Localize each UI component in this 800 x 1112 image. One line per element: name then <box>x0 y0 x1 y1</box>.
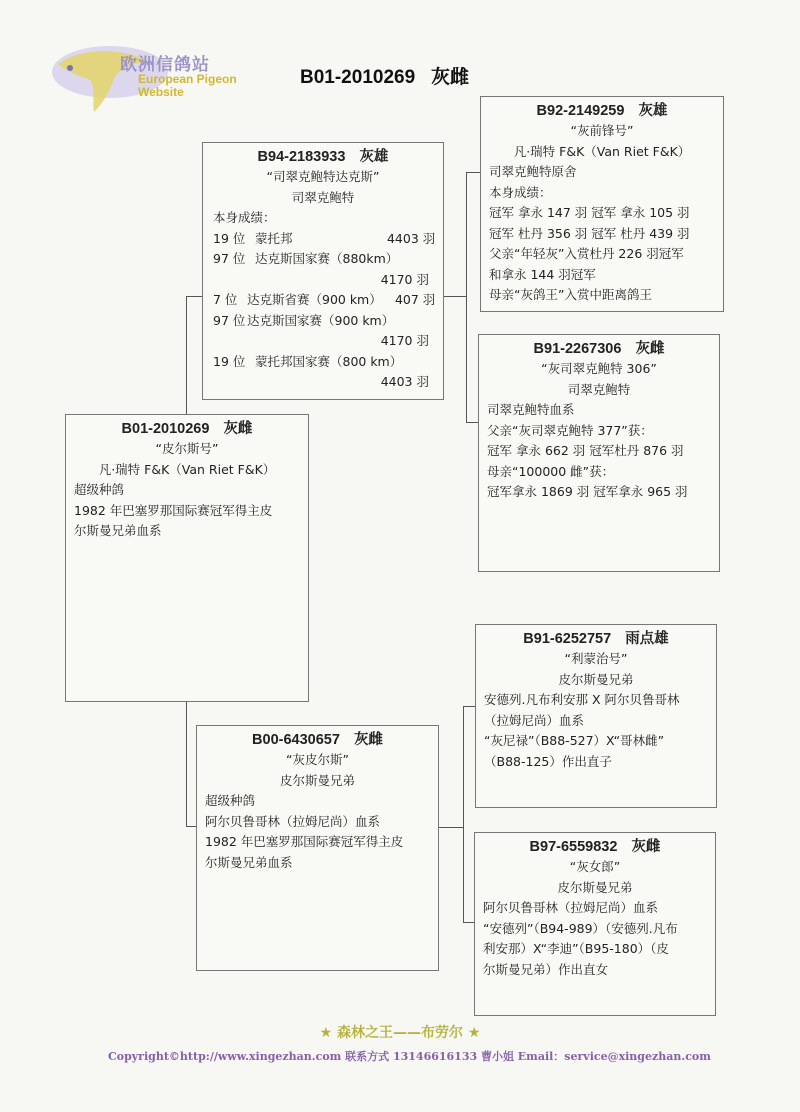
connector-dam-out <box>439 827 463 828</box>
dam-box <box>196 725 439 971</box>
connector-sire-horizontal <box>186 296 202 297</box>
dam-line: 阿尔贝鲁哥林（拉姆尼尚）血系 <box>205 813 381 829</box>
dam-sire-box <box>475 624 717 808</box>
title-ring: B01-2010269 <box>300 67 416 88</box>
dam-sire-name: “利蒙治号” <box>564 651 628 666</box>
dam-line: 1982 年巴塞罗那国际赛冠军得主皮 <box>205 834 404 849</box>
dam-dam-ring: B97-6559832 <box>529 839 618 855</box>
sire-color: 灰雄 <box>359 149 389 165</box>
sire-result-row: 19 位 蒙托邦 4403 羽 <box>213 230 436 246</box>
sire-sire-line: 母亲“灰鸽王”入赏中距离鸽王 <box>489 287 652 302</box>
sire-sire-color: 灰雄 <box>638 103 668 119</box>
connector-dam-dam <box>463 922 474 923</box>
sire-sire-header <box>489 101 715 121</box>
dam-dam-line: “安德列”（B94-989）（安德列.凡布 <box>483 920 678 936</box>
sire-result-count: 4170 羽 <box>380 333 429 348</box>
sire-breeder: 司翠克鲍特 <box>291 189 355 205</box>
subject-header <box>74 419 300 439</box>
subject-color: 灰雌 <box>223 421 253 437</box>
connector-sire-out <box>444 296 466 297</box>
sire-sire-line: 司翠克鲍特原舍 <box>489 164 577 179</box>
dam-sire-color: 雨点雄 <box>625 631 669 647</box>
connector-sire-vertical <box>186 296 187 414</box>
connector-dam-horizontal <box>186 826 196 827</box>
dam-line: 超级种鸽 <box>205 793 256 808</box>
sire-dam-line: 冠军 拿永 662 羽 冠军杜丹 876 羽 <box>487 443 684 458</box>
sire-box <box>202 142 444 400</box>
sire-dam-line: 冠军拿永 1869 羽 冠军拿永 965 羽 <box>487 484 688 499</box>
dam-sire-line: 安德列.凡布利安那 X 阿尔贝鲁哥林 <box>484 692 680 707</box>
sire-sire-name: “灰前锋号” <box>570 123 634 138</box>
sire-header <box>213 147 433 167</box>
logo-english-line2: Website <box>138 85 184 99</box>
dam-dam-breeder: 皮尔斯曼兄弟 <box>557 879 633 895</box>
subject-owner: 凡·瑞特 F&K（Van Riet F&K） <box>98 461 276 477</box>
title-color: 灰雌 <box>431 67 470 88</box>
subject-name: “皮尔斯号” <box>155 441 219 456</box>
logo-english-line1: European Pigeon <box>138 72 237 86</box>
dam-dam-color: 灰雌 <box>631 839 661 855</box>
sire-results-label: 本身成绩： <box>213 210 276 225</box>
dam-dam-line: 利安那）X“李迪”（B95-180）（皮 <box>483 941 669 956</box>
connector-dam-sire <box>463 706 475 707</box>
sire-result-row: 19 位 蒙托邦国家赛（800 km） <box>213 353 403 369</box>
sire-sire-line: 和拿永 144 羽冠军 <box>489 266 596 282</box>
sire-sire-line: 冠军 拿永 147 羽 冠军 拿永 105 羽 <box>489 205 690 220</box>
sire-sire-line: 冠军 杜丹 356 羽 冠军 杜丹 439 羽 <box>489 225 690 241</box>
site-logo <box>50 42 290 122</box>
dam-sire-line: （B88-125）作出直子 <box>484 753 612 769</box>
sire-sire-owner: 凡·瑞特 F&K（Van Riet F&K） <box>513 143 691 159</box>
sire-result-count: 4170 羽 <box>380 271 429 287</box>
sire-dam-ring: B91-2267306 <box>533 341 622 357</box>
dam-dam-header <box>483 837 707 857</box>
sire-sire-line: 父亲“年轻灰”入赏杜丹 226 羽冠军 <box>489 246 684 261</box>
sire-dam-line: 司翠克鲍特血系 <box>487 402 575 417</box>
dam-ring: B00-6430657 <box>252 732 340 748</box>
connector-sire-dam <box>466 422 478 423</box>
dam-sire-header <box>484 629 708 649</box>
dam-sire-line: （拉姆尼尚）血系 <box>484 712 585 728</box>
footer-title: ★ 森林之王——布劳尔 ★ <box>319 1025 481 1041</box>
dam-color: 灰雌 <box>353 732 383 748</box>
dam-dam-box <box>474 832 716 1016</box>
dam-line: 尔斯曼兄弟血系 <box>205 854 293 870</box>
sire-result-row: 7 位 达克斯省赛（900 km） 407 羽 <box>213 292 436 307</box>
subject-line: 1982 年巴塞罗那国际赛冠军得主皮 <box>74 502 273 518</box>
sire-dam-line: 父亲“灰司翠克鲍特 377”获： <box>487 422 653 438</box>
sire-result-count: 4403 羽 <box>380 374 429 389</box>
sire-sire-line: 本身成绩： <box>489 184 552 200</box>
logo-chinese-text: 欧洲信鸽站 <box>120 55 210 75</box>
subject-ring: B01-2010269 <box>121 421 210 437</box>
connector-dam-bracket <box>463 706 464 922</box>
connector-sire-sire <box>466 172 480 173</box>
page-title <box>300 62 469 89</box>
sire-dam-name: “灰司翠克鲍特 306” <box>541 361 657 376</box>
sire-ring: B94-2183933 <box>257 149 346 165</box>
dam-dam-line: 阿尔贝鲁哥林（拉姆尼尚）血系 <box>483 900 659 915</box>
dam-sire-ring: B91-6252757 <box>523 631 612 647</box>
footer-copyright: Copyright©http://www.xingezhan.com 联系方式 13146616133 曹小姐 Email：service@xingezhan.com <box>108 1050 711 1063</box>
logo-english-text <box>138 73 237 99</box>
sire-dam-color: 灰雌 <box>635 341 665 357</box>
connector-sire-bracket <box>466 172 467 422</box>
sire-sire-box <box>480 96 724 312</box>
connector-dam-vertical <box>186 702 187 827</box>
dam-dam-name: “灰女郎” <box>569 859 621 874</box>
sire-dam-box <box>478 334 720 572</box>
dam-breeder: 皮尔斯曼兄弟 <box>279 772 355 788</box>
dam-dam-line: 尔斯曼兄弟）作出直女 <box>483 961 609 977</box>
dam-header <box>205 730 430 750</box>
sire-name: “司翠克鲍特达克斯” <box>266 169 380 184</box>
sire-result-row: 97 位 达克斯国家赛（880km） <box>213 251 399 266</box>
dam-name: “灰皮尔斯” <box>286 752 349 767</box>
subject-line: 尔斯曼兄弟血系 <box>74 523 162 538</box>
dam-sire-breeder: 皮尔斯曼兄弟 <box>558 671 634 687</box>
sire-dam-header <box>487 339 711 359</box>
subject-line: 超级种鸽 <box>74 482 125 497</box>
dam-sire-line: “灰尼禄”（B88-527）X“哥林雌” <box>484 733 665 748</box>
sire-dam-line: 母亲“100000 雌”获： <box>487 463 615 479</box>
subject-pigeon-box <box>65 414 309 702</box>
sire-result-row: 97 位 达克斯国家赛（900 km） <box>213 312 395 328</box>
sire-dam-breeder: 司翠克鲍特 <box>567 381 631 397</box>
sire-sire-ring: B92-2149259 <box>536 103 625 119</box>
